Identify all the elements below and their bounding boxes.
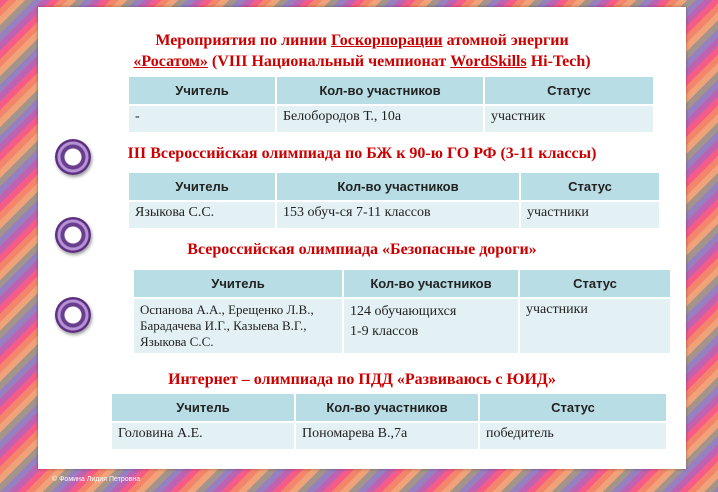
cell-teachers: Оспанова А.А., Ерещенко Л.В., Барадачева И.Г., Казыева В.Г., Языкова С.С. <box>133 298 343 354</box>
section-1-table <box>127 75 655 134</box>
cell-status: участник <box>484 105 654 133</box>
section-3-table <box>132 268 672 355</box>
cell-teacher: - <box>128 105 276 133</box>
cell-status: участники <box>520 201 660 229</box>
header-teacher: Учитель <box>133 269 343 298</box>
cell-count: 153 обуч-ся 7-11 классов <box>276 201 520 229</box>
header-status: Статус <box>520 172 660 201</box>
cell-status: участники <box>519 298 671 354</box>
header-status: Статус <box>519 269 671 298</box>
cell-status: победитель <box>479 422 667 450</box>
header-count: Кол-во участников <box>295 393 479 422</box>
cell-count: Пономарева В.,7а <box>295 422 479 450</box>
section-4-title: Интернет – олимпиада по ПДД «Развиваюсь с ЮИД» <box>168 371 556 388</box>
section-3-title: Всероссийская олимпиада «Безопасные дороги» <box>187 241 537 258</box>
section-4-table <box>110 392 668 451</box>
header-count: Кол-во участников <box>276 172 520 201</box>
section-1-title: Мероприятия по линии Госкорпорации атомной энергии «Росатом» (VIII Национальный чемпионат WordSkills Hi-Tech) <box>133 32 591 70</box>
header-status: Статус <box>484 76 654 105</box>
section-2-table <box>127 171 661 230</box>
cell-count: Белобородов Т., 10а <box>276 105 484 133</box>
ring-icon <box>55 297 91 333</box>
copyright-footer: © Фомина Лидия Петровна <box>52 476 141 483</box>
header-teacher: Учитель <box>111 393 295 422</box>
header-teacher: Учитель <box>128 76 276 105</box>
header-teacher: Учитель <box>128 172 276 201</box>
header-status: Статус <box>479 393 667 422</box>
cell-count: 124 обучающихся 1-9 классов <box>343 298 519 354</box>
cell-teacher: Головина А.Е. <box>111 422 295 450</box>
header-count: Кол-во участников <box>343 269 519 298</box>
section-2-title: III Всероссийская олимпиада по БЖ к 90-ю ГО РФ (3-11 классы) <box>127 145 597 162</box>
cell-teacher: Языкова С.С. <box>128 201 276 229</box>
header-count: Кол-во участников <box>276 76 484 105</box>
